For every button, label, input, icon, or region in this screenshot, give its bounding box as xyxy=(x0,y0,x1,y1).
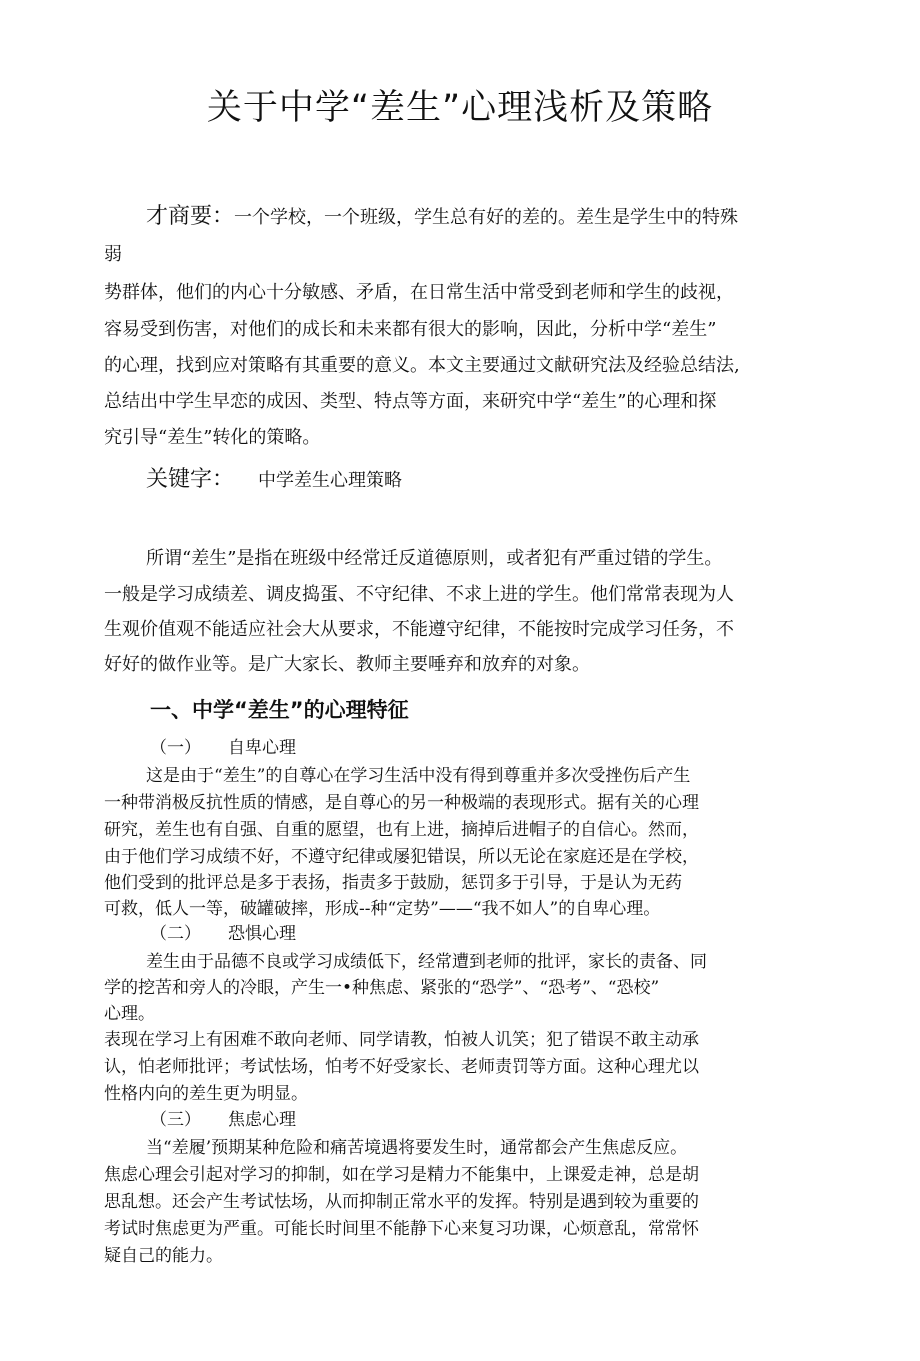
paragraph-line: 可救，低人一等，破罐破摔，形成--种“定势”——“我不如人”的自卑心理。 xyxy=(104,899,661,919)
abstract-first-line xyxy=(146,205,738,230)
keywords-value: 中学差生心理策略 xyxy=(258,470,403,491)
subsection-number: （二） xyxy=(150,924,201,944)
abstract-line: 容易受到伤害，对他们的成长和未来都有很大的影响，因此，分析中学“差生” xyxy=(104,319,717,340)
intro-line: 所谓“差生”是指在班级中经常迁反道德原则，或者犯有严重过错的学生。 xyxy=(146,548,723,569)
paragraph-line: 研究，差生也有自强、自重的愿望，也有上进，摘掉后进帽子的自信心。然而， xyxy=(104,820,699,840)
abstract-line: 究引导“差生”转化的策略。 xyxy=(104,427,321,448)
intro-line: 一般是学习成绩差、调皮捣蛋、不守纪律、不求上进的学生。他们常常表现为人 xyxy=(104,584,734,605)
paragraph-line: 他们受到的批评总是多于表扬，指责多于鼓励，惩罚多于引导，于是认为无药 xyxy=(104,873,682,893)
abstract-label: 才商要： xyxy=(146,204,235,229)
keywords xyxy=(146,468,402,493)
paragraph-line: 当“差履’预期某种危险和痛苦境遇将要发生时，通常都会产生焦虑反应。 xyxy=(146,1138,688,1158)
paragraph-line: 心理。 xyxy=(104,1004,155,1024)
paragraph-line: 学的挖苦和旁人的冷眼，产生一•种焦虑、紧张的“恐学”、“恐考”、“恐校” xyxy=(104,978,660,998)
abstract-line: 的心理，找到应对策略有其重要的意义。本文主要通过文献研究法及经验总结法, xyxy=(104,355,740,376)
page-title: 关于中学“差生”心理浅析及策略 xyxy=(206,88,714,128)
paragraph-line: 思乱想。还会产生考试怯场，从而抑制正常水平的发挥。特别是遇到较为重要的 xyxy=(104,1192,699,1212)
intro-line: 生观价值观不能适应社会大从要求，不能遵守纪律，不能按时完成学习任务，不 xyxy=(104,619,734,640)
subsection-number: （一） xyxy=(150,738,201,758)
subsection-heading xyxy=(150,1108,296,1132)
subsection-title: 恐惧心理 xyxy=(228,924,296,944)
section-heading: 一、中学“差生”的心理特征 xyxy=(150,698,409,722)
paragraph-line: 表现在学习上有困难不敢向老师、同学请教，怕被人讥笑；犯了错误不敢主动承 xyxy=(104,1030,699,1050)
paragraph-line: 焦虑心理会引起对学习的抑制，如在学习是精力不能集中，上课爱走神，总是胡 xyxy=(104,1165,699,1185)
abstract-line: 弱 xyxy=(104,244,122,265)
abstract-text: 一个学校，一个班级，学生总有好的差的。差生是学生中的特殊 xyxy=(234,207,739,228)
paragraph-line: 一种带消极反抗性质的情感，是自尊心的另一种极端的表现形式。据有关的心理 xyxy=(104,793,699,813)
paragraph-line: 这是由于“差生”的自尊心在学习生活中没有得到尊重并多次受挫伤后产生 xyxy=(146,766,691,786)
paragraph-line: 性格内向的差生更为明显。 xyxy=(104,1084,308,1104)
paragraph-line: 差生由于品德不良或学习成绩低下，经常遭到老师的批评，家长的责备、同 xyxy=(146,952,707,972)
subsection-heading xyxy=(150,736,296,760)
subsection-title: 自卑心理 xyxy=(228,738,296,758)
keywords-label: 关键字： xyxy=(146,467,235,492)
paragraph-line: 由于他们学习成绩不好，不遵守纪律或屡犯错误，所以无论在家庭还是在学校， xyxy=(104,847,699,867)
paragraph-line: 考试时焦虑更为严重。可能长时间里不能静下心来复习功课，心烦意乱，常常怀 xyxy=(104,1219,699,1239)
subsection-title: 焦虑心理 xyxy=(228,1110,296,1130)
subsection-heading xyxy=(150,922,296,946)
intro-line: 好好的做作业等。是广大家长、教师主要唾弃和放弃的对象。 xyxy=(104,654,590,675)
paragraph-line: 认，怕老师批评；考试怯场，怕考不好受家长、老师责罚等方面。这种心理尤以 xyxy=(104,1057,699,1077)
subsection-number: （三） xyxy=(150,1110,201,1130)
abstract-line: 势群体，他们的内心十分敏感、矛盾，在日常生活中常受到老师和学生的歧视， xyxy=(104,282,734,303)
abstract-line: 总结出中学生早恋的成因、类型、特点等方面，来研究中学“差生”的心理和探 xyxy=(104,391,717,412)
paragraph-line: 疑自己的能力。 xyxy=(104,1246,223,1266)
